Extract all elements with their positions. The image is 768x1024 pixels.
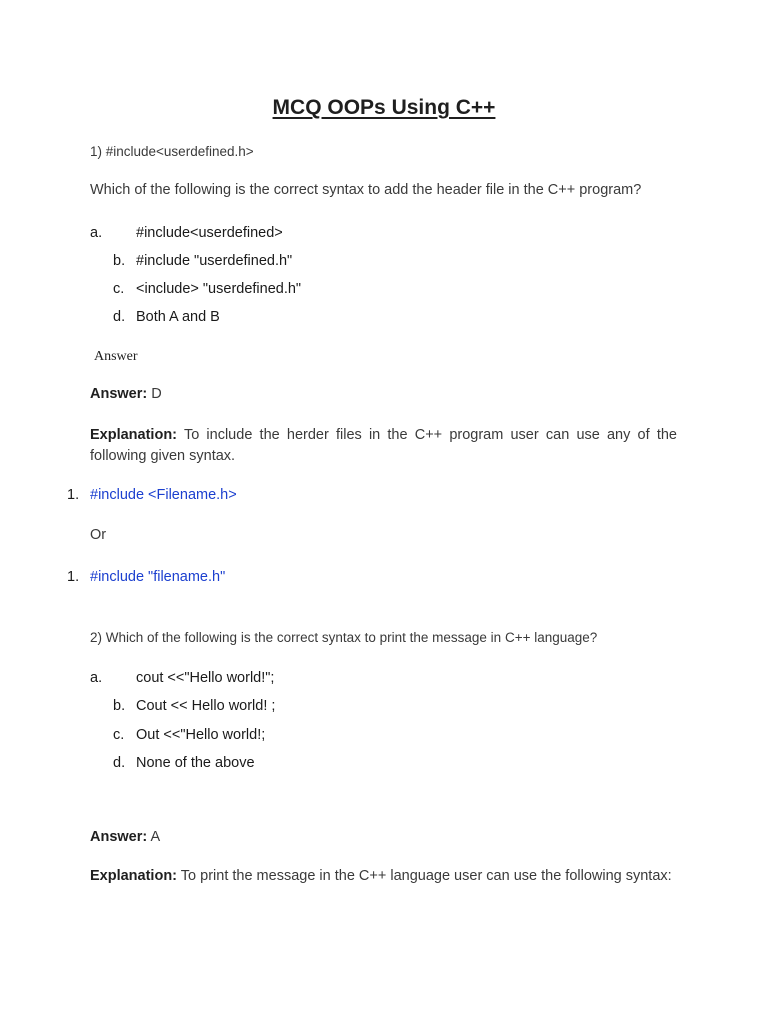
q1-option-d: [0, 309, 768, 329]
explanation-text: To print the message in the C++ language user can use the following syntax:: [180, 868, 672, 884]
option-letter: a.: [90, 670, 103, 686]
question-1-heading: 1) #include<userdefined.h>: [90, 144, 254, 159]
q2-explanation: [90, 866, 677, 887]
or-text: Or: [90, 527, 107, 543]
code-snippet: #include <Filename.h>: [90, 487, 237, 503]
option-letter: a.: [90, 225, 103, 241]
q1-answer: [90, 386, 162, 402]
option-text: None of the above: [136, 755, 255, 771]
q1-option-a: [0, 225, 768, 245]
option-letter: d.: [113, 309, 126, 325]
q2-option-b: [0, 698, 768, 718]
q2-option-d: [0, 755, 768, 775]
explanation-text: To include the herder files in the C++ program user can use any of the following given syntax.: [90, 427, 677, 464]
q1-option-b: [0, 253, 768, 273]
option-text: Cout << Hello world! ;: [136, 698, 276, 714]
option-text: Both A and B: [136, 309, 220, 325]
answer-value: A: [150, 829, 161, 845]
question-2-text: 2) Which of the following is the correct syntax to print the message in C++ language?: [90, 630, 598, 645]
answer-label: Answer:: [90, 386, 148, 402]
option-text: cout <<"Hello world!";: [136, 670, 275, 686]
option-letter: b.: [113, 698, 126, 714]
answer-label: Answer:: [90, 829, 148, 845]
explanation-label: Explanation:: [90, 427, 178, 443]
code-snippet: #include "filename.h": [90, 569, 226, 585]
option-letter: c.: [113, 281, 125, 297]
explanation-label: Explanation:: [90, 868, 178, 884]
q2-answer: [90, 829, 160, 845]
q1-explanation: [90, 425, 677, 467]
option-text: <include> "userdefined.h": [136, 281, 302, 297]
page-title: MCQ OOPs Using C++: [272, 96, 496, 119]
question-1-text: Which of the following is the correct syntax to add the header file in the C++ program?: [90, 182, 642, 198]
list-number: 1.: [67, 569, 80, 585]
option-letter: c.: [113, 727, 125, 743]
q1-option-c: [0, 281, 768, 301]
option-text: #include "userdefined.h": [136, 253, 293, 269]
q1-code-item-1: [0, 487, 768, 507]
list-number: 1.: [67, 487, 80, 503]
option-letter: d.: [113, 755, 126, 771]
answer-toggle-button[interactable]: Answer: [94, 349, 138, 364]
answer-value: D: [151, 386, 162, 402]
q2-option-c: [0, 727, 768, 747]
q2-option-a: [0, 670, 768, 690]
option-text: Out <<"Hello world!;: [136, 727, 266, 743]
q1-code-item-2: [0, 569, 768, 589]
option-letter: b.: [113, 253, 126, 269]
option-text: #include<userdefined>: [136, 225, 283, 241]
